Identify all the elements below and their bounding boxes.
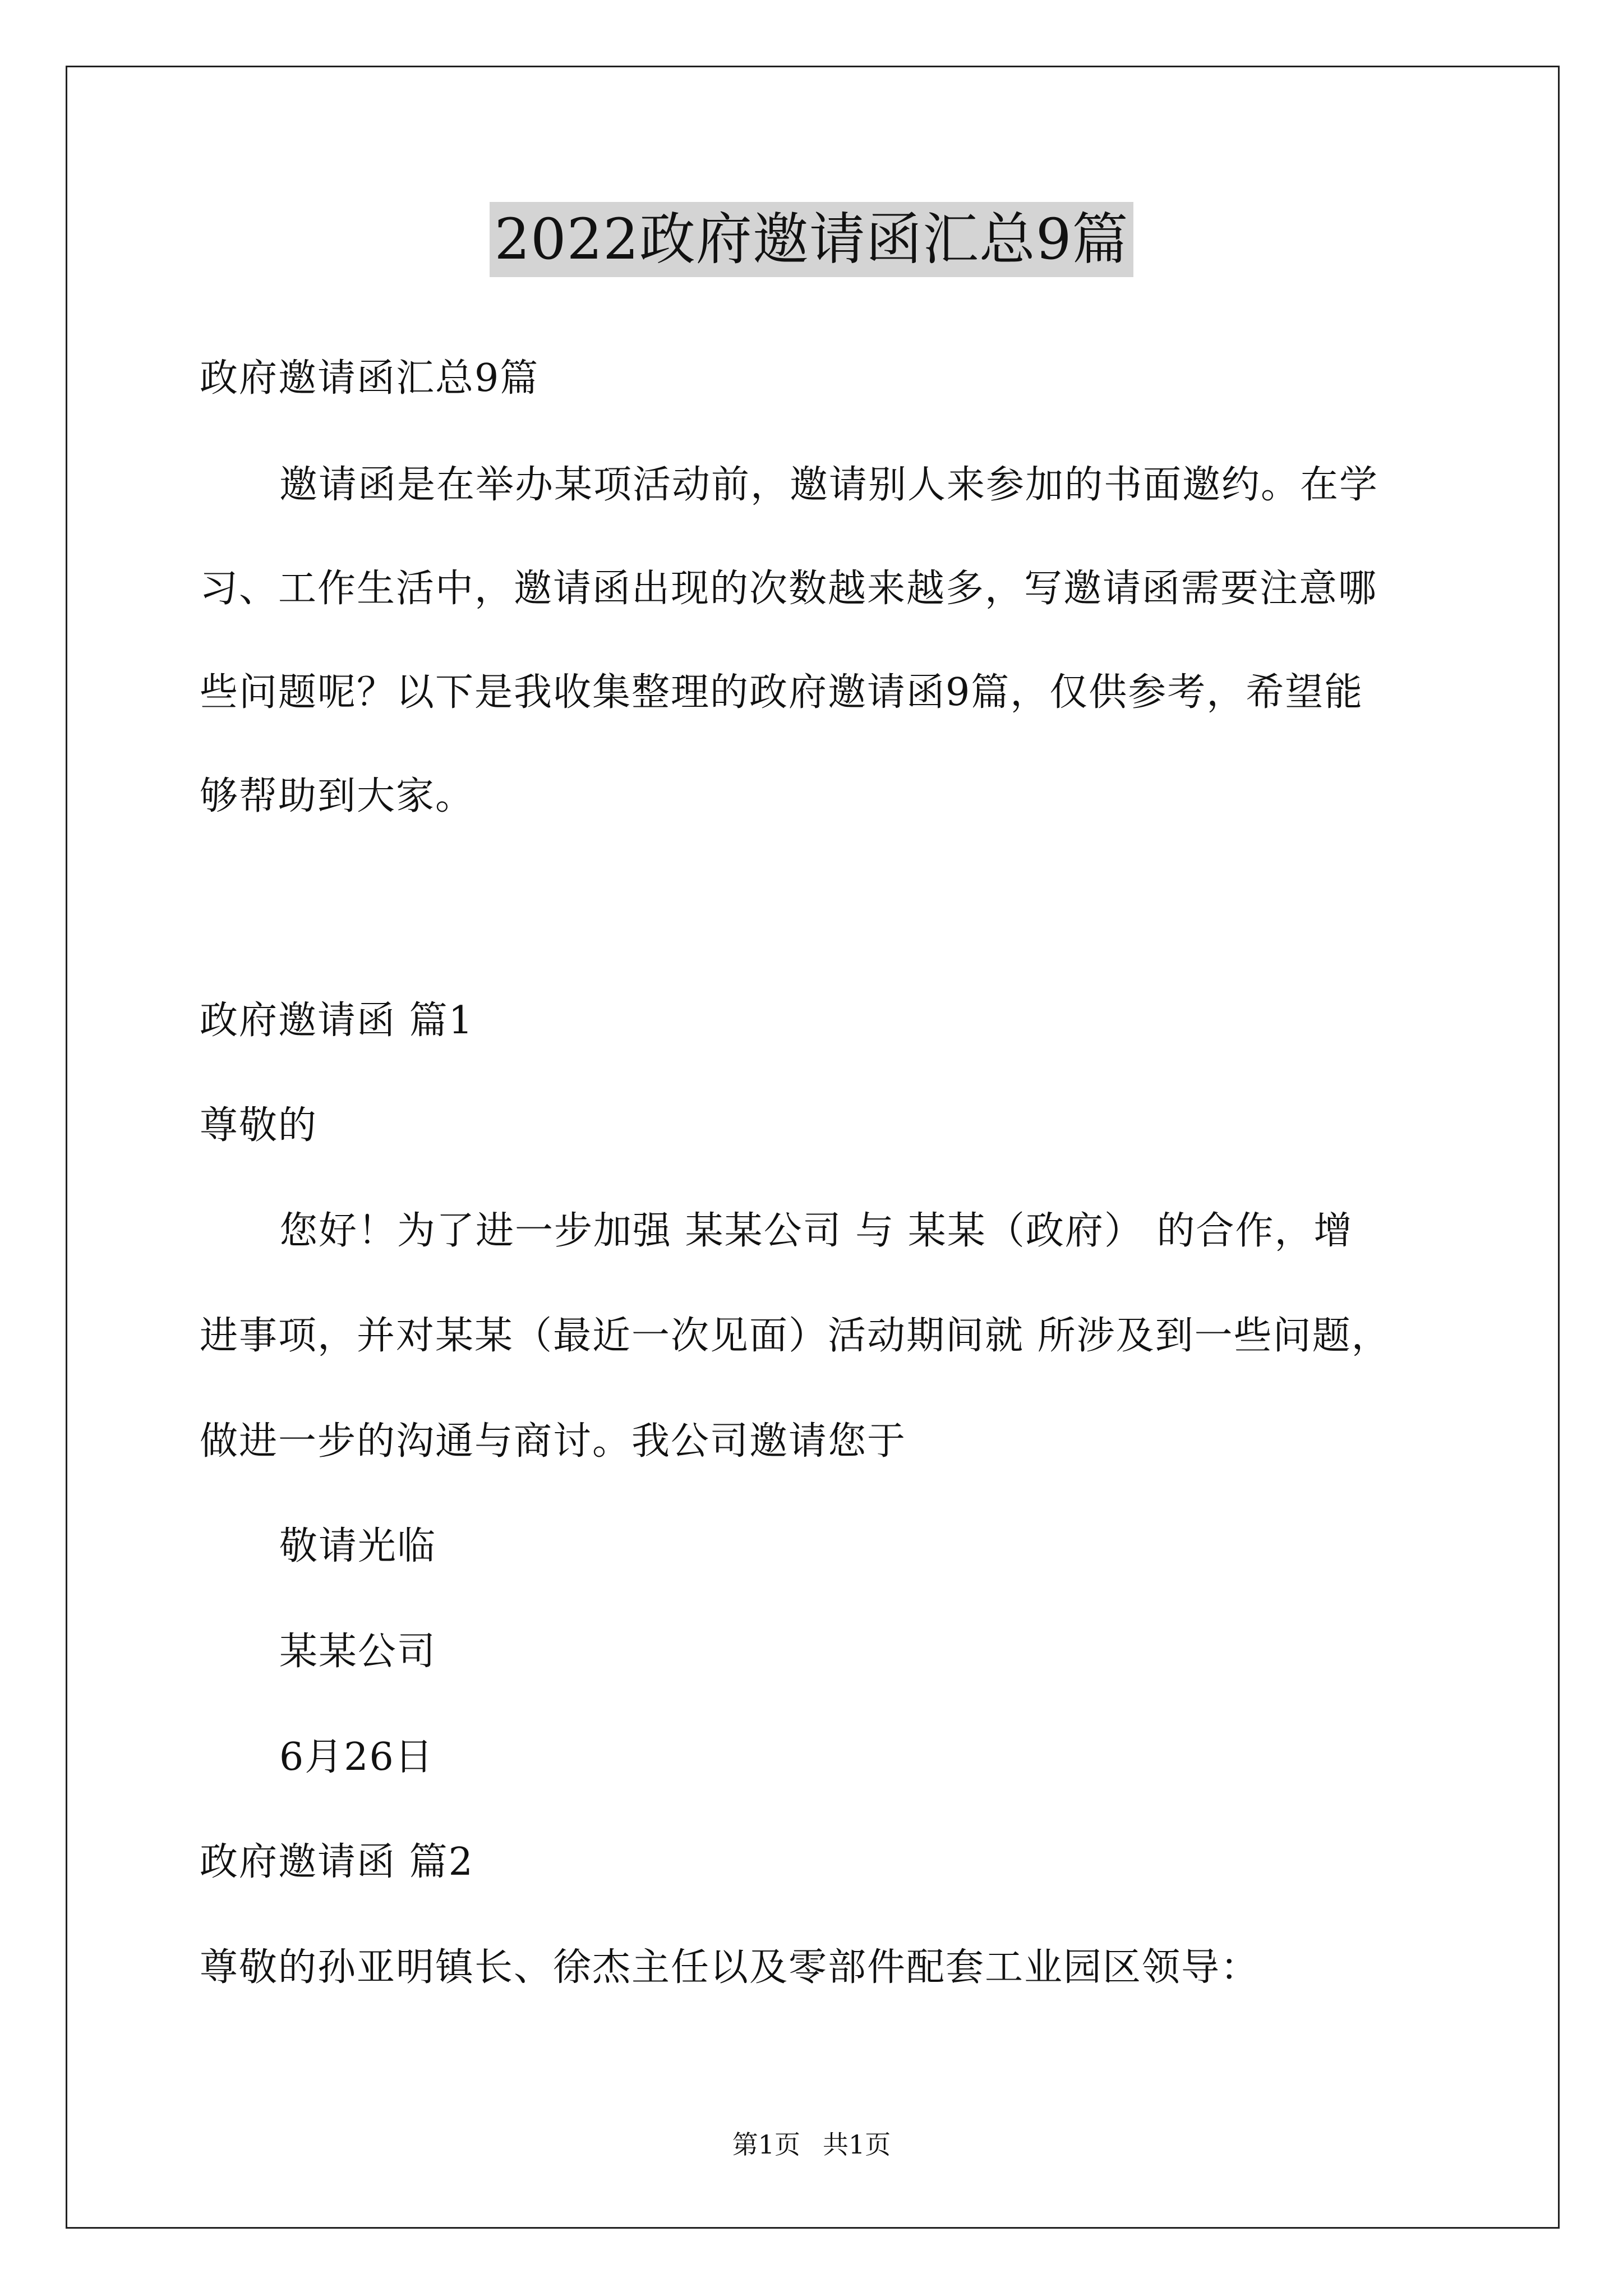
intro-line-3: 些问题呢？以下是我收集整理的政府邀请函9篇，仅供参考，希望能 bbox=[200, 670, 1364, 715]
section2-salutation: 尊敬的孙亚明镇长、徐杰主任以及零部件配套工业园区领导： bbox=[200, 1945, 1260, 1990]
section1-salutation: 尊敬的 bbox=[200, 1103, 318, 1148]
intro-line-4: 够帮助到大家。 bbox=[200, 774, 475, 818]
page-footer bbox=[0, 2128, 1623, 2161]
page-number-current: 第1页 bbox=[732, 2129, 800, 2160]
section1-body-line-3: 做进一步的沟通与商讨。我公司邀请您于 bbox=[200, 1419, 907, 1464]
section1-closing: 敬请光临 bbox=[279, 1524, 437, 1568]
intro-line-1: 邀请函是在举办某项活动前，邀请别人来参加的书面邀约。在学 bbox=[279, 463, 1379, 507]
section2-heading: 政府邀请函 篇2 bbox=[200, 1840, 474, 1884]
intro-line-2: 习、工作生活中，邀请函出现的次数越来越多，写邀请函需要注意哪 bbox=[200, 567, 1378, 611]
section1-signature: 某某公司 bbox=[279, 1630, 437, 1674]
section1-date: 6月26日 bbox=[279, 1735, 434, 1779]
title-container bbox=[0, 202, 1623, 277]
section1-body-line-1: 您好！为了进一步加强 某某公司 与 某某（政府） 的合作，增 bbox=[279, 1209, 1353, 1253]
document-title: 2022政府邀请函汇总9篇 bbox=[490, 202, 1133, 277]
section1-body-line-2: 进事项，并对某某（最近一次见面）活动期间就 所涉及到一些问题， bbox=[200, 1314, 1391, 1358]
section1-heading: 政府邀请函 篇1 bbox=[200, 999, 474, 1043]
document-subtitle: 政府邀请函汇总9篇 bbox=[200, 356, 540, 401]
page-number-total: 共1页 bbox=[823, 2129, 891, 2160]
